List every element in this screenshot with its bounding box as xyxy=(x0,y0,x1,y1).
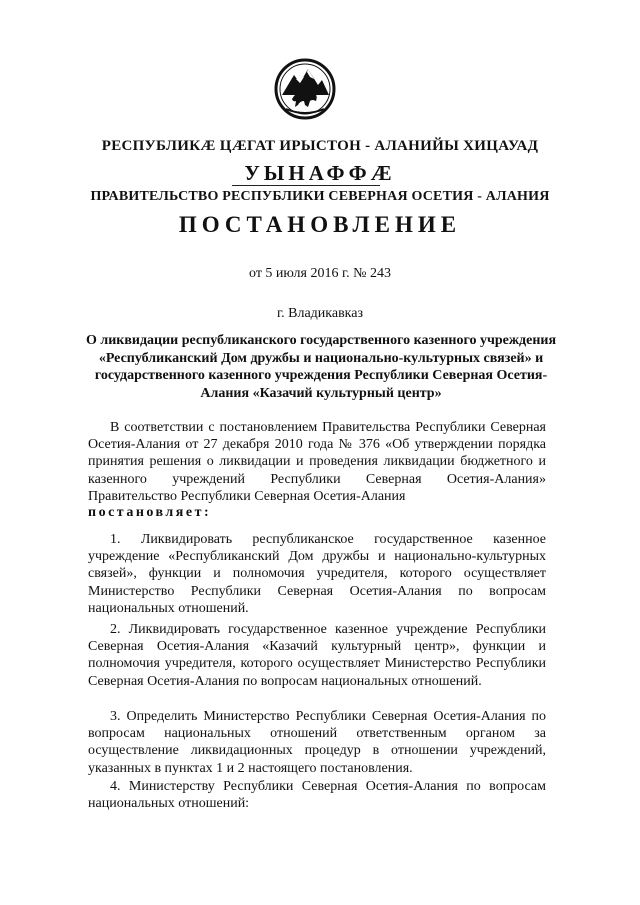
clause-4: 4. Министерству Республики Северная Осетия-Алания по вопросам национальных отношений: xyxy=(88,779,546,812)
heading-divider xyxy=(232,185,380,186)
decree-title: О ликвидации республиканского государственного казенного учреждения «Республиканский Дом дружбы и национально-культурных связей» и государственного казенного учреждения Республики Северная Осетия-Алания «Казачий культурный центр» xyxy=(85,333,557,401)
decree-city: г. Владикавказ xyxy=(276,306,364,321)
clause-3: 3. Определить Министерство Республики Северная Осетия-Алания по вопросам национальных отношений ответственным органом за осуществление ликвидационных процедур в отношении учреждений, указанных в пунктах 1 и 2 настоящего постановления. xyxy=(88,709,546,776)
government-name-russian: ПРАВИТЕЛЬСТВО РЕСПУБЛИКИ СЕВЕРНАЯ ОСЕТИЯ - АЛАНИЯ xyxy=(90,189,550,204)
coat-of-arms-icon xyxy=(274,55,336,123)
preamble-paragraph: В соответствии с постановлением Правительства Республики Северная Осетия-Алания от 27 декабря 2010 года № 376 «Об утверждении порядка принятия решения о ликвидации и проведения ликвидации бюджетного и казенного учреждений Республики Северная Осетия-Алания» Правительство Республики Северная Осетия-Алания xyxy=(88,420,546,504)
decree-date-number: от 5 июля 2016 г. № 243 xyxy=(249,266,391,281)
clause-2: 2. Ликвидировать государственное казенное учреждение Республики Северная Осетия-Алания «Казачий культурный центр», функции и полномочия учредителя, которого осуществляет Министерство Республики Северная Осетия-Алания по вопросам национальных отношений. xyxy=(88,622,546,689)
decree-heading-russian: ПОСТАНОВЛЕНИЕ xyxy=(178,212,462,237)
resolves-keyword: постановляет: xyxy=(88,505,212,520)
clause-1: 1. Ликвидировать республиканское государственное казенное учреждение «Республиканский Дом дружбы и национально-культурных связей», функции и полномочия учредителя, которого осуществляет Министерство Республики Северная Осетия-Алания по вопросам национальных отношений. xyxy=(88,532,546,616)
decree-heading-ossetian: УЫНАФФÆ xyxy=(244,161,396,185)
republic-name-ossetian: РЕСПУБЛИКÆ ЦÆГАТ ИРЫСТОН - АЛАНИЙЫ ХИЦАУАД xyxy=(101,138,539,154)
